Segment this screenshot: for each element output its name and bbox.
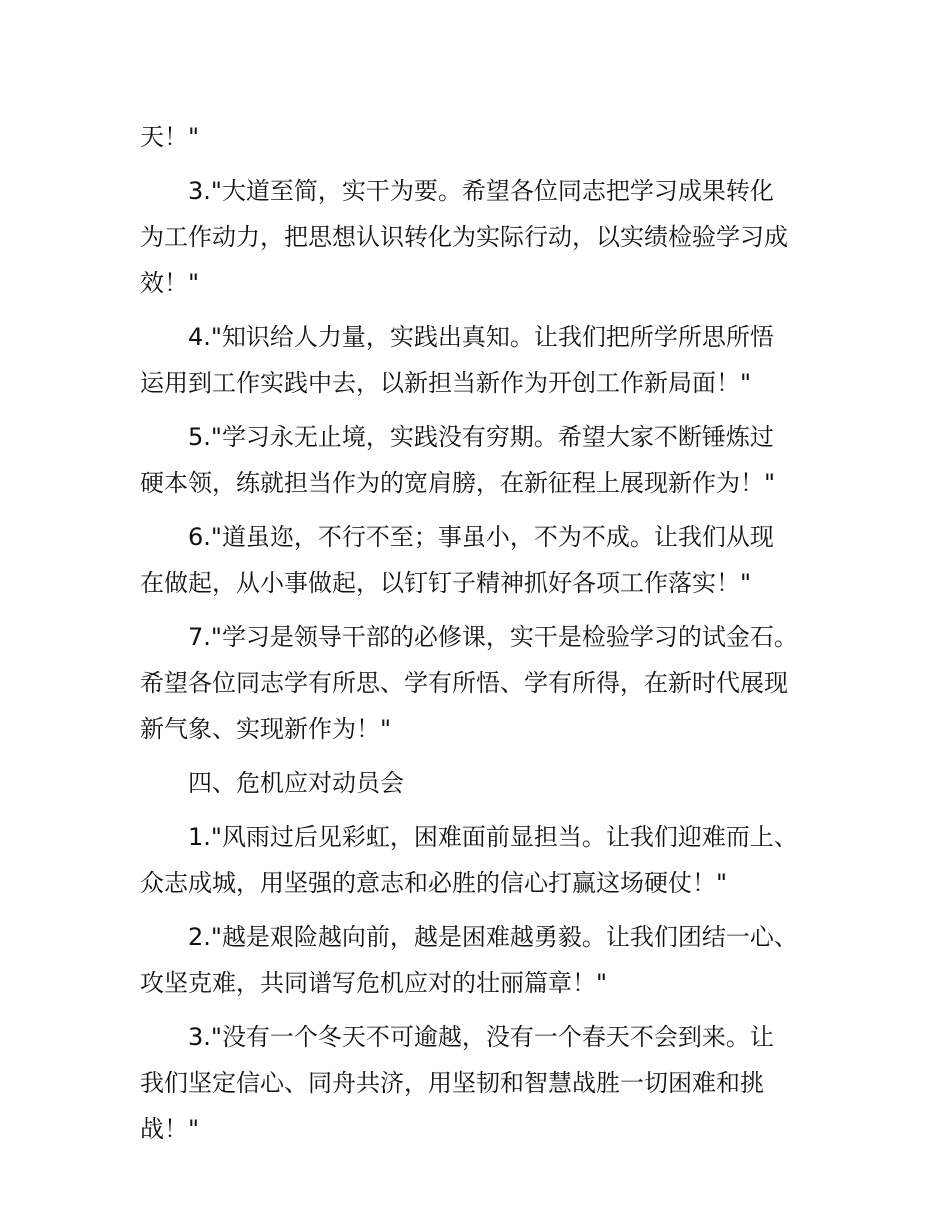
text-line: 希望各位同志学有所思、学有所悟、学有所得，在新时代展现 <box>140 669 788 697</box>
text-line: 新气象、实现新作为！" <box>140 715 392 743</box>
document-body <box>140 114 830 1152</box>
paragraph-crisis-quote-2 <box>140 914 830 1006</box>
paragraph-quote-6 <box>140 514 830 606</box>
text-line: 4."知识给人力量，实践出真知。让我们把所学所思所悟 <box>188 323 774 351</box>
text-line: 众志成城，用坚强的意志和必胜的信心打赢这场硬仗！" <box>140 869 728 897</box>
section-heading <box>140 760 830 806</box>
paragraph-quote-4 <box>140 314 830 406</box>
paragraph-quote-7 <box>140 614 830 752</box>
text-line: 7."学习是领导干部的必修课，实干是检验学习的试金石。 <box>188 623 798 651</box>
text-line: 效！" <box>140 269 200 297</box>
paragraph-crisis-quote-1 <box>140 814 830 906</box>
paragraph-quote-3 <box>140 168 830 306</box>
text-line: 为工作动力，把思想认识转化为实际行动，以实绩检验学习成 <box>140 223 788 251</box>
text-line: 运用到工作实践中去，以新担当新作为开创工作新局面！" <box>140 369 752 397</box>
paragraph-crisis-quote-3 <box>140 1014 830 1152</box>
text-line: 3."没有一个冬天不可逾越，没有一个春天不会到来。让 <box>188 1023 774 1051</box>
text-line: 攻坚克难，共同谱写危机应对的壮丽篇章！" <box>140 969 608 997</box>
paragraph-continuation <box>140 114 830 160</box>
section-heading-text: 四、危机应对动员会 <box>188 769 404 797</box>
text-line: 战！" <box>140 1115 200 1143</box>
paragraph-quote-5 <box>140 414 830 506</box>
text-line: 6."道虽迩，不行不至；事虽小，不为不成。让我们从现 <box>188 523 774 551</box>
text-line: 3."大道至简，实干为要。希望各位同志把学习成果转化 <box>188 177 774 205</box>
text-line: 2."越是艰险越向前，越是困难越勇毅。让我们团结一心、 <box>188 923 798 951</box>
text-line: 1."风雨过后见彩虹，困难面前显担当。让我们迎难而上、 <box>188 823 798 851</box>
text-line: 5."学习永无止境，实践没有穷期。希望大家不断锤炼过 <box>188 423 774 451</box>
text-line: 天！" <box>140 123 200 151</box>
text-line: 我们坚定信心、同舟共济，用坚韧和智慧战胜一切困难和挑 <box>140 1069 764 1097</box>
text-line: 在做起，从小事做起，以钉钉子精神抓好各项工作落实！" <box>140 569 752 597</box>
text-line: 硬本领，练就担当作为的宽肩膀，在新征程上展现新作为！" <box>140 469 776 497</box>
